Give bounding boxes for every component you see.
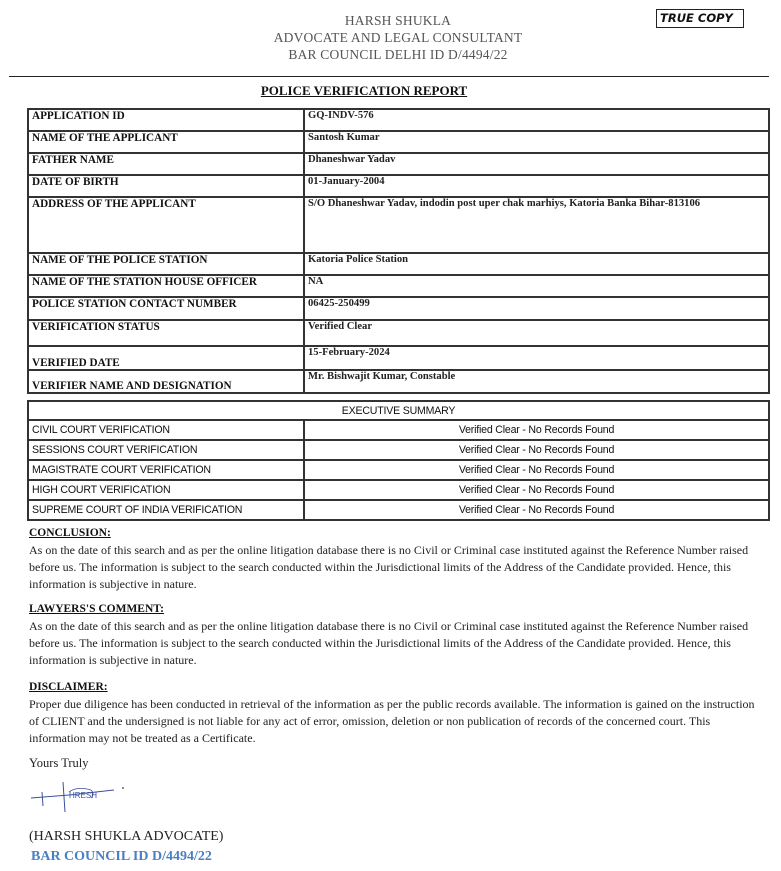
row-value: Dhaneshwar Yadav (304, 153, 769, 175)
applicant-details-table (27, 108, 770, 394)
table-row (28, 370, 769, 393)
signatory-name: (HARSH SHUKLA ADVOCATE) (29, 829, 224, 844)
row-label: APPLICATION ID (28, 109, 304, 131)
row-label: SESSIONS COURT VERIFICATION (28, 440, 304, 460)
row-label: ADDRESS OF THE APPLICANT (28, 197, 304, 253)
row-value: Verified Clear - No Records Found (304, 440, 769, 460)
conclusion-title: CONCLUSION: (29, 527, 111, 539)
row-value: 01-January-2004 (304, 175, 769, 197)
row-label: VERIFICATION STATUS (28, 320, 304, 346)
row-label: DATE OF BIRTH (28, 175, 304, 197)
table-row (28, 275, 769, 297)
table-row (28, 460, 769, 480)
row-value: GQ-INDV-576 (304, 109, 769, 131)
summary-header-row (28, 401, 769, 420)
row-value: S/O Dhaneshwar Yadav, indodin post uper chak marhiys, Katoria Banka Bihar-813106 (304, 197, 769, 253)
table-row (28, 253, 769, 275)
header-divider (9, 76, 769, 77)
row-value: 15-February-2024 (304, 346, 769, 370)
row-label: SUPREME COURT OF INDIA VERIFICATION (28, 500, 304, 520)
row-value: NA (304, 275, 769, 297)
advocate-name: HARSH SHUKLA (344, 13, 452, 28)
row-label: NAME OF THE APPLICANT (28, 131, 304, 153)
disclaimer-text: Proper due diligence has been conducted in retrieval of the information as per the public records available. The information is gained on the instruction of CLIENT and the undersigned is not liable for any act of error, omission, deletion or non publication of records of the concerned court. This information may not be treated as a Certificate. (29, 697, 755, 745)
table-row (28, 480, 769, 500)
row-label: HIGH COURT VERIFICATION (28, 480, 304, 500)
lawyer-comment-section (29, 601, 759, 669)
report-title: POLICE VERIFICATION REPORT (260, 83, 468, 98)
row-label: NAME OF THE STATION HOUSE OFFICER (28, 275, 304, 297)
signature-text: HRESH (69, 791, 98, 800)
signatory-bar-id: BAR COUNCIL ID D/4494/22 (31, 849, 212, 864)
table-row (28, 320, 769, 346)
row-value: Mr. Bishwajit Kumar, Constable (304, 370, 769, 393)
row-value: Verified Clear - No Records Found (304, 420, 769, 440)
true-copy-stamp: TRUE COPY (656, 9, 744, 28)
row-value: Verified Clear - No Records Found (304, 500, 769, 520)
row-label: FATHER NAME (28, 153, 304, 175)
table-row (28, 297, 769, 320)
lawyer-comment-title: LAWYERS'S COMMENT: (29, 603, 164, 615)
conclusion-text: As on the date of this search and as per the online litigation database there is no Civil or Criminal case instituted against the Reference Number raised before us. The information is subject to the search conducted within the Jurisdictional limits of the Address of the Candidate provided. Hence, this information is subjective in nature. (29, 543, 749, 591)
salutation: Yours Truly (29, 756, 89, 770)
row-value: Katoria Police Station (304, 253, 769, 275)
table-row (28, 109, 769, 131)
executive-summary-table (27, 400, 770, 521)
row-label: CIVIL COURT VERIFICATION (28, 420, 304, 440)
table-row (28, 175, 769, 197)
disclaimer-title: DISCLAIMER: (29, 681, 108, 693)
table-row (28, 440, 769, 460)
table-row (28, 420, 769, 440)
row-value: Santosh Kumar (304, 131, 769, 153)
row-label: NAME OF THE POLICE STATION (28, 253, 304, 275)
row-value: Verified Clear - No Records Found (304, 480, 769, 500)
row-label: POLICE STATION CONTACT NUMBER (28, 297, 304, 320)
summary-title: EXECUTIVE SUMMARY (28, 401, 769, 420)
row-label: MAGISTRATE COURT VERIFICATION (28, 460, 304, 480)
row-value: Verified Clear - No Records Found (304, 460, 769, 480)
disclaimer-section (29, 679, 759, 747)
table-row (28, 131, 769, 153)
row-value: 06425-250499 (304, 297, 769, 320)
table-row (28, 153, 769, 175)
row-label: VERIFIER NAME AND DESIGNATION (28, 370, 304, 393)
table-row (28, 346, 769, 370)
table-row (28, 500, 769, 520)
signature-image (29, 778, 139, 818)
row-label: VERIFIED DATE (28, 346, 304, 370)
table-row (28, 197, 769, 253)
conclusion-section (29, 525, 759, 593)
row-value: Verified Clear (304, 320, 769, 346)
lawyer-comment-text: As on the date of this search and as per the online litigation database there is no Civil or Criminal case instituted against the Reference Number raised before us. The information is subject to the search conducted within the Jurisdictional limits of the Address of the Candidate provided. Hence, this information is subjective in nature. (29, 619, 749, 667)
advocate-bar-id: BAR COUNCIL DELHI ID D/4494/22 (288, 47, 508, 62)
advocate-role: ADVOCATE AND LEGAL CONSULTANT (273, 30, 523, 45)
